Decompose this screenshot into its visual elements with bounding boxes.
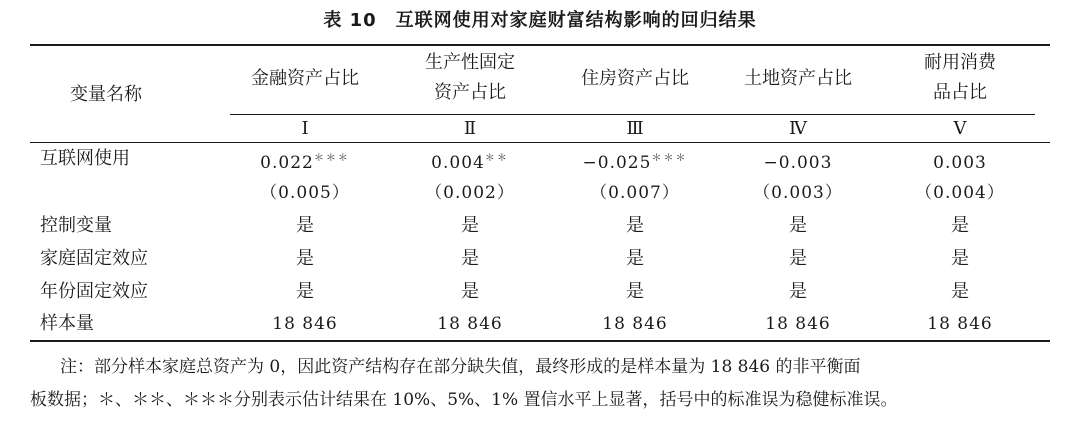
header-rule: [30, 142, 1050, 143]
n-col2: 18 846: [437, 314, 503, 334]
household-fe-col1: 是: [296, 248, 314, 269]
coef-col1: 0.022＊＊＊: [260, 153, 350, 173]
se-col5: （0.004）: [915, 183, 1005, 203]
year-fe-col4: 是: [789, 281, 807, 302]
col4-numeral: Ⅳ: [789, 118, 807, 139]
year-fe-col5: 是: [951, 281, 969, 302]
household-fe-col2: 是: [461, 248, 479, 269]
controls-col3: 是: [626, 215, 644, 236]
n-col3: 18 846: [602, 314, 668, 334]
se-col3: （0.007）: [590, 183, 680, 203]
controls-col2: 是: [461, 215, 479, 236]
coef-col5: 0.003: [933, 153, 987, 173]
year-fe-col2: 是: [461, 281, 479, 302]
variable-name-header: 变量名称: [70, 84, 142, 105]
significance-stars: ＊＊: [484, 153, 509, 164]
se-col1: （0.005）: [260, 183, 350, 203]
table-note-line1: 注：部分样本家庭总资产为 0，因此资产结构存在部分缺失值，最终形成的是样本量为 18 846 的非平衡面: [60, 357, 861, 377]
coef-col2: 0.004＊＊: [431, 153, 509, 173]
top-rule: [30, 44, 1050, 46]
row-label-internet: 互联网使用: [40, 148, 130, 169]
header-subrule: [230, 114, 1035, 115]
row-label-controls: 控制变量: [40, 215, 112, 236]
col2-numeral: Ⅱ: [463, 118, 477, 139]
bottom-rule: [30, 340, 1050, 342]
col2-header-line1: 生产性固定: [425, 52, 515, 73]
row-label-household-fe: 家庭固定效应: [40, 248, 148, 269]
significance-stars: ＊＊＊: [313, 153, 350, 164]
n-col1: 18 846: [272, 314, 338, 334]
table-note-line2: 板数据；＊、＊＊、＊＊＊分别表示估计结果在 10%、5%、1% 置信水平上显著，括号中的标准误为稳健标准误。: [30, 390, 898, 410]
controls-col1: 是: [296, 215, 314, 236]
year-fe-col1: 是: [296, 281, 314, 302]
controls-col4: 是: [789, 215, 807, 236]
household-fe-col4: 是: [789, 248, 807, 269]
col3-numeral: Ⅲ: [626, 118, 644, 139]
col5-header-line1: 耐用消费: [924, 52, 996, 73]
controls-col5: 是: [951, 215, 969, 236]
n-col5: 18 846: [927, 314, 993, 334]
se-col4: （0.003）: [753, 183, 843, 203]
row-label-sample-size: 样本量: [40, 313, 94, 334]
col1-numeral: Ⅰ: [301, 118, 309, 139]
household-fe-col3: 是: [626, 248, 644, 269]
se-col2: （0.002）: [425, 183, 515, 203]
coef-col3: −0.025＊＊＊: [582, 153, 688, 173]
col5-numeral: Ⅴ: [953, 118, 967, 139]
year-fe-col3: 是: [626, 281, 644, 302]
n-col4: 18 846: [765, 314, 831, 334]
row-label-year-fe: 年份固定效应: [40, 281, 148, 302]
col2-header-line2: 资产占比: [434, 82, 506, 103]
col1-header: 金融资产占比: [251, 68, 359, 89]
table-title: 表 10 互联网使用对家庭财富结构影响的回归结果: [323, 10, 757, 31]
col5-header-line2: 品占比: [933, 82, 987, 103]
household-fe-col5: 是: [951, 248, 969, 269]
col3-header: 住房资产占比: [581, 68, 689, 89]
coef-col4: −0.003: [763, 153, 833, 173]
significance-stars: ＊＊＊: [651, 153, 688, 164]
col4-header: 土地资产占比: [744, 68, 852, 89]
